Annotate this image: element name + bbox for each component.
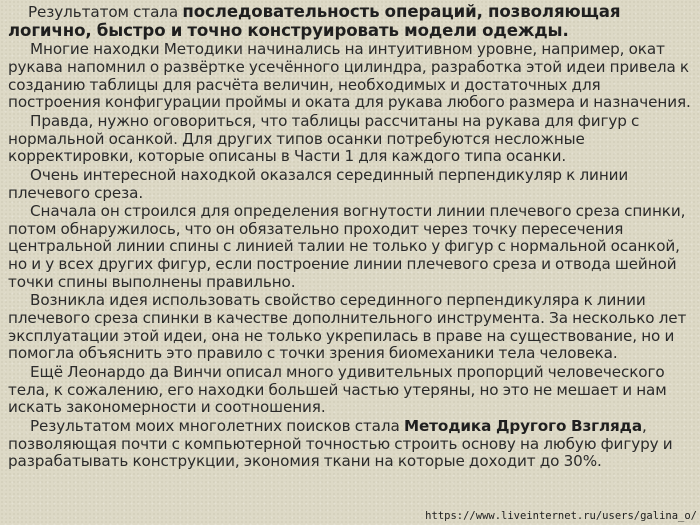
paragraph-intro: [8, 3, 694, 40]
paragraph-method-result: [8, 418, 694, 471]
method-result-after: , позволяющая почти с компьютерной точностью строить основу на любую фигуру и разрабатывать конструкции, экономия ткани на которые доходит до 30%.: [8, 416, 673, 471]
intro-lead-text: Результатом стала: [28, 3, 183, 21]
paragraph-leonardo: Ещё Леонардо да Винчи описал много удивительных пропорций человеческого тела, к сожалению, его находки большей частью утеряны, но это не мешает и нам искать закономерности и соотношения.: [8, 363, 667, 417]
method-result-before: Результатом моих многолетних поисков стала: [30, 416, 404, 435]
document-body: [8, 3, 694, 471]
paragraph-perpendicular-finding: Очень интересной находкой оказался серединный перпендикуляр к линии плечевого среза.: [8, 165, 629, 202]
intro-bold-statement: последовательность операций, позволяющая логично, быстро и точно конструировать модели одежды.: [8, 2, 621, 40]
paragraph-additional-tool: Возникла идея использовать свойство серединного перпендикуляра к линии плечевого среза спинки в качестве дополнительного инструмента. За несколько лет эксплуатации этой идеи, она не только укрепилась в праве на существование, но и помогла объяснить это правило с точки зрения биомеханики тела человека.: [8, 291, 687, 363]
source-watermark: https://www.liveinternet.ru/users/galina_o/: [425, 510, 697, 522]
paragraph-perpendicular-construction: Сначала он строился для определения вогнутости линии плечевого среза спинки, потом обнаружилось, что он обязательно проходит через точку пересечения центральной линии спины с линией талии не только у фигур с нормальной осанкой, но и у всех других фигур, если построение линии плечевого среза и отвода шейной точки спины выполнены правильно.: [8, 202, 686, 291]
method-name: Методика Другого Взгляда: [403, 416, 642, 435]
paragraph-posture-note: Правда, нужно оговориться, что таблицы рассчитаны на рукава для фигур с нормальной осанкой. Для других типов осанки потребуются несложные корректировки, которые описаны в Части 1 для каждого типа осанки.: [8, 111, 640, 166]
paragraph-intuitive-findings: Многие находки Методики начинались на интуитивном уровне, например, окат рукава напомнил о развёртке усечённого цилиндра, разработка этой идеи привела к созданию таблицы для расчёта величин, необходимых и достаточных для построения конфигурации проймы и оката для рукава любого размера и назначения.: [8, 40, 691, 112]
